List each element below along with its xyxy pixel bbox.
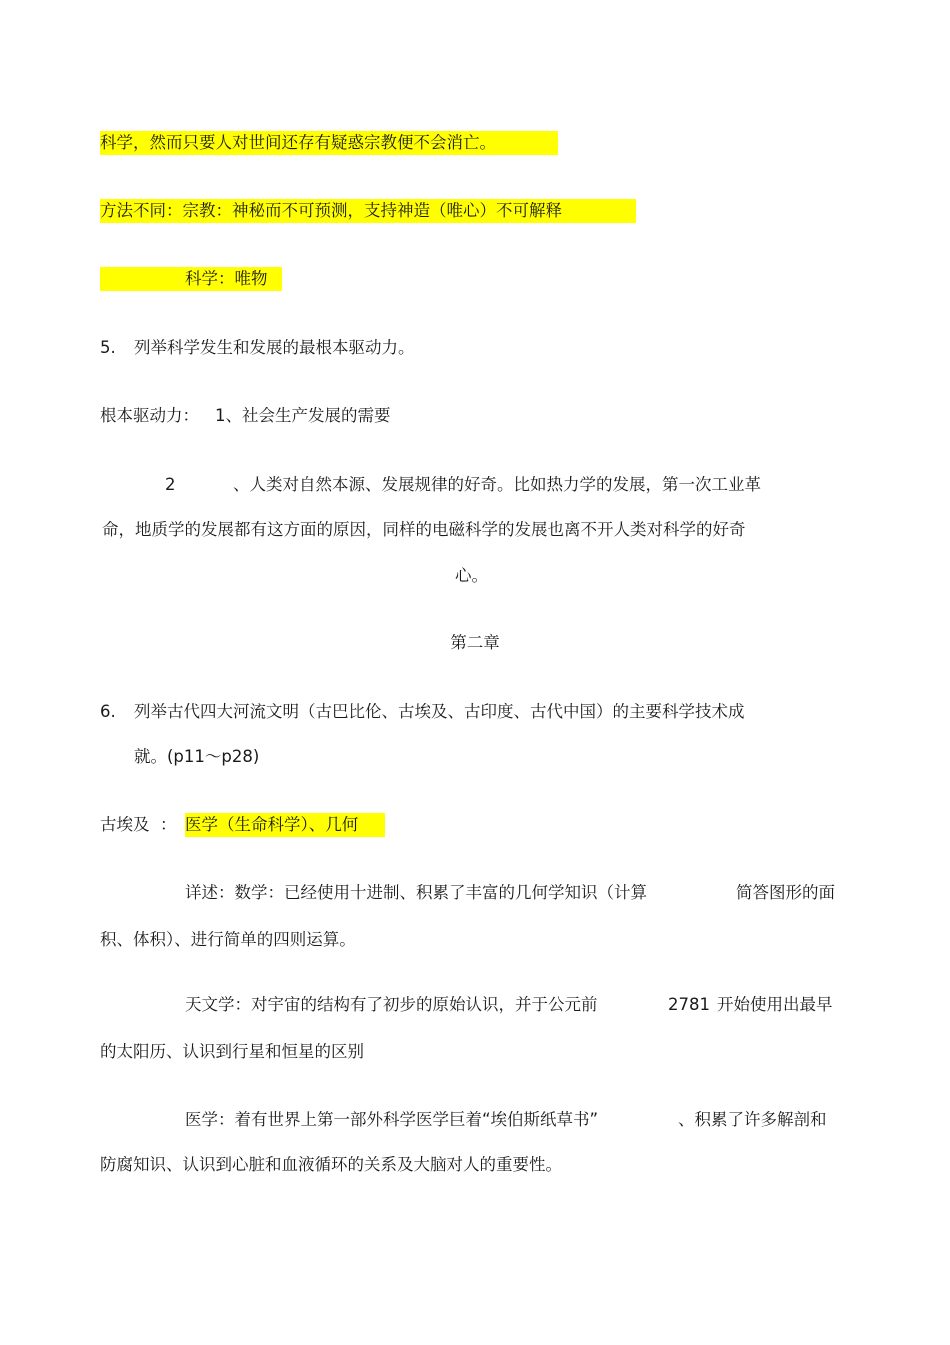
highlighted-text-line (100, 199, 636, 223)
text-span: 医学：着有世界上第一部外科学医学巨着“埃伯斯纸草书” (185, 1110, 599, 1129)
question-text: 列举科学发生和发展的最根本驱动力。 (134, 338, 415, 357)
driver-item-2-end (455, 564, 488, 588)
text-span: 详述：数学：已经使用十进制、积累了丰富的几何学知识（计算 (185, 883, 647, 902)
math-detail-tail (736, 881, 835, 905)
text-span: 心。 (455, 566, 488, 585)
medicine-detail (185, 1108, 598, 1132)
text-span: 开始使用出最早 (717, 995, 833, 1014)
text-span: 天文学：对宇宙的结构有了初步的原始认识，并于公元前 (185, 995, 598, 1014)
question-number: 5. (100, 338, 116, 357)
driver-label: 根本驱动力： (100, 406, 199, 425)
chapter-heading (0, 631, 950, 655)
driver-item-2-number (165, 473, 176, 497)
egypt-label: 古埃及 (100, 815, 150, 834)
medicine-detail-tail (678, 1108, 827, 1132)
text-span: 第二章 (450, 633, 500, 652)
egypt-line (100, 813, 359, 837)
driver-item-1: 1、社会生产发展的需要 (215, 406, 391, 425)
astronomy-detail-tail (717, 993, 833, 1017)
question-number: 6. (100, 702, 116, 721)
astronomy-detail (185, 993, 598, 1017)
question-6 (100, 700, 745, 724)
math-detail (185, 881, 647, 905)
text-span: 方法不同：宗教：神秘而不可预测，支持神造（唯心）不可解释 (100, 201, 562, 220)
item-number: 2 (165, 475, 176, 494)
colon: ： (160, 815, 177, 834)
question-text: 列举古代四大河流文明（古巴比伦、古埃及、古印度、古代中国）的主要科学技术成 (134, 702, 745, 721)
text-span: 就。(p11～p28) (134, 747, 260, 766)
highlighted-text-line (100, 267, 282, 291)
text-span: 科学，然而只要人对世间还存有疑惑宗教便不会消亡。 (100, 133, 496, 152)
highlighted-text-line (100, 131, 558, 155)
astronomy-detail-continued (100, 1040, 364, 1064)
text-span: 、人类对自然本源、发展规律的好奇。比如热力学的发展，第一次工业革 (233, 475, 761, 494)
medicine-detail-continued (100, 1153, 562, 1177)
text-span: 的太阳历、认识到行星和恒星的区别 (100, 1042, 364, 1061)
egypt-fields-highlight: 医学（生命科学）、几何 (185, 813, 385, 837)
driver-item-2-continued (102, 518, 746, 542)
question-6-continued (134, 745, 259, 769)
math-detail-continued (100, 928, 356, 952)
driver-line (100, 404, 391, 428)
text-span: 、积累了许多解剖和 (678, 1110, 827, 1129)
astronomy-year (668, 993, 710, 1017)
text-span: 科学：唯物 (185, 269, 268, 288)
text-span: 2781 (668, 995, 710, 1014)
text-span: 命，地质学的发展都有这方面的原因，同样的电磁科学的发展也离不开人类对科学的好奇 (102, 520, 746, 539)
text-span: 积、体积）、进行简单的四则运算。 (100, 930, 356, 949)
text-span: 简答图形的面 (736, 883, 835, 902)
driver-item-2-text (233, 473, 761, 497)
text-span: 防腐知识、认识到心脏和血液循环的关系及大脑对人的重要性。 (100, 1155, 562, 1174)
question-5 (100, 336, 415, 360)
